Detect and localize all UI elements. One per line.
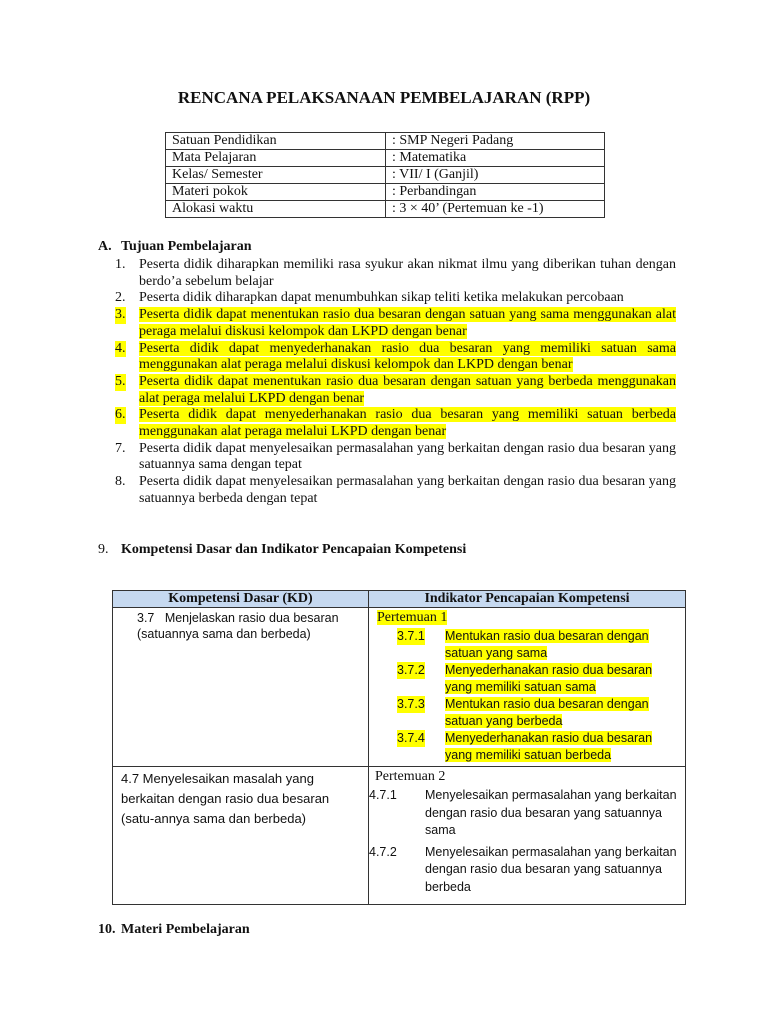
indicator-item	[373, 628, 681, 662]
info-row	[166, 133, 605, 150]
kd-text	[117, 610, 364, 642]
indicator-text: Menyelesaikan permasalahan yang berkaitan dengan rasio dua besaran yang satuannya berbeda	[425, 844, 677, 894]
info-row	[166, 184, 605, 201]
indicator-text: Mentukan rasio dua besaran dengan satuan yang sama	[445, 629, 649, 660]
item-text: Peserta didik diharapkan memiliki rasa syukur akan nikmat ilmu yang diberikan tuhan dengan berdo’a sebelum belajar	[139, 257, 676, 289]
list-item	[115, 290, 676, 307]
item-text-highlighted: Peserta didik dapat menyederhanakan rasio dua besaran yang memiliki satuan berbeda menggunakan alat peraga melalui LKPD dengan benar	[139, 407, 676, 440]
section-10-title: Materi Pembelajaran	[121, 922, 250, 937]
indicator-code: 3.7.4	[397, 731, 425, 745]
info-table	[165, 132, 605, 218]
kd-description: 4.7 Menyelesaikan masalah yang berkaitan dengan rasio dua besaran (satu-annya sama dan berbeda)	[121, 771, 330, 826]
meeting-label: Pertemuan 2	[375, 769, 446, 784]
item-number: 6.	[115, 407, 126, 423]
item-number: 3.	[115, 307, 126, 323]
info-value: : Perbandingan	[386, 184, 605, 201]
meeting-text: Pertemuan 1	[377, 610, 448, 625]
document-title: RENCANA PELAKSANAAN PEMBELAJARAN (RPP)	[177, 88, 591, 107]
list-item	[115, 341, 676, 374]
header-ipk: Indikator Pencapaian Kompetensi	[369, 591, 686, 608]
info-label: Kelas/ Semester	[166, 167, 386, 184]
section-10-heading	[98, 922, 250, 938]
ipk-cell	[369, 767, 686, 905]
indicator-item	[369, 787, 681, 840]
indicator-code: 4.7.2	[369, 844, 397, 859]
item-number: 2.	[115, 290, 126, 306]
meeting-label	[377, 610, 681, 626]
kd-code: 3.7	[137, 611, 155, 625]
item-text-highlighted: Peserta didik dapat menentukan rasio dua besaran dengan satuan yang berbeda menggunakan alat peraga melalui LKPD dengan benar	[139, 373, 676, 406]
item-text: Peserta didik diharapkan dapat menumbuhkan sikap teliti ketika melakukan percobaan	[139, 290, 624, 306]
list-item	[115, 474, 676, 507]
kd-description: Menjelaskan rasio dua besaran (satuannya sama dan berbeda)	[137, 611, 339, 641]
competency-table	[112, 590, 686, 905]
indicator-text: Menyelesaikan permasalahan yang berkaitan dengan rasio dua besaran yang satuannya sama	[425, 788, 677, 837]
indicator-text: Mentukan rasio dua besaran dengan satuan yang berbeda	[445, 697, 649, 728]
table-row	[113, 767, 686, 905]
section-9-title: Kompetensi Dasar dan Indikator Pencapaian Kompetensi	[121, 542, 467, 557]
item-number: 7.	[115, 440, 126, 456]
list-item	[115, 307, 676, 340]
objectives-list	[115, 257, 676, 508]
info-value: : 3 × 40’ (Pertemuan ke -1)	[386, 201, 605, 218]
list-item	[115, 441, 676, 474]
indicator-code: 3.7.1	[397, 629, 425, 643]
section-a-title: Tujuan Pembelajaran	[121, 239, 252, 254]
indicator-item	[373, 730, 681, 764]
item-number: 5.	[115, 373, 126, 389]
info-value: : VII/ I (Ganjil)	[386, 167, 605, 184]
kd-cell	[113, 767, 369, 905]
item-number: 8.	[115, 474, 126, 490]
item-text: Peserta didik dapat menyelesaikan permasalahan yang berkaitan dengan rasio dua besaran yang satuannya berbeda dengan tepat	[139, 474, 676, 506]
ipk-cell	[369, 608, 686, 767]
item-number: 4.	[115, 340, 126, 356]
indicator-code: 3.7.2	[397, 663, 425, 677]
item-text: Peserta didik dapat menyelesaikan permasalahan yang berkaitan dengan rasio dua besaran yang satuannya sama dengan tepat	[139, 440, 676, 473]
section-10-number: 10.	[98, 922, 116, 937]
info-label: Satuan Pendidikan	[166, 133, 386, 150]
info-label: Alokasi waktu	[166, 201, 386, 218]
info-value: : SMP Negeri Padang	[386, 133, 605, 150]
table-row	[113, 608, 686, 767]
indicator-code: 4.7.1	[369, 788, 397, 802]
indicator-item	[373, 696, 681, 730]
indicator-code: 3.7.3	[397, 697, 425, 711]
table-header-row	[113, 591, 686, 608]
indicator-item	[369, 844, 681, 897]
info-row	[166, 167, 605, 184]
item-text-highlighted: Peserta didik dapat menyederhanakan rasio dua besaran yang memiliki satuan sama menggunakan alat peraga melalui diskusi kelompok dan LKPD dengan benar	[139, 340, 676, 373]
info-row	[166, 201, 605, 218]
indicator-text: Menyederhanakan rasio dua besaran yang memiliki satuan berbeda	[445, 731, 653, 762]
indicator-text: Menyederhanakan rasio dua besaran yang memiliki satuan sama	[445, 663, 653, 694]
item-number: 1.	[115, 257, 126, 272]
info-row	[166, 150, 605, 167]
header-kd: Kompetensi Dasar (KD)	[113, 591, 369, 608]
section-a-heading	[98, 239, 252, 255]
section-9-heading	[98, 542, 466, 558]
indicator-item	[373, 662, 681, 696]
list-item	[115, 407, 676, 440]
list-item	[115, 374, 676, 407]
info-label: Mata Pelajaran	[166, 150, 386, 167]
info-value: : Matematika	[386, 150, 605, 167]
section-a-number: A.	[98, 239, 112, 254]
list-item	[115, 257, 676, 290]
info-label: Materi pokok	[166, 184, 386, 201]
item-text-highlighted: Peserta didik dapat menentukan rasio dua besaran dengan satuan yang sama menggunakan alat peraga melalui diskusi kelompok dan LKPD dengan benar	[139, 307, 676, 339]
section-9-number: 9.	[98, 542, 109, 557]
kd-cell	[113, 608, 369, 767]
